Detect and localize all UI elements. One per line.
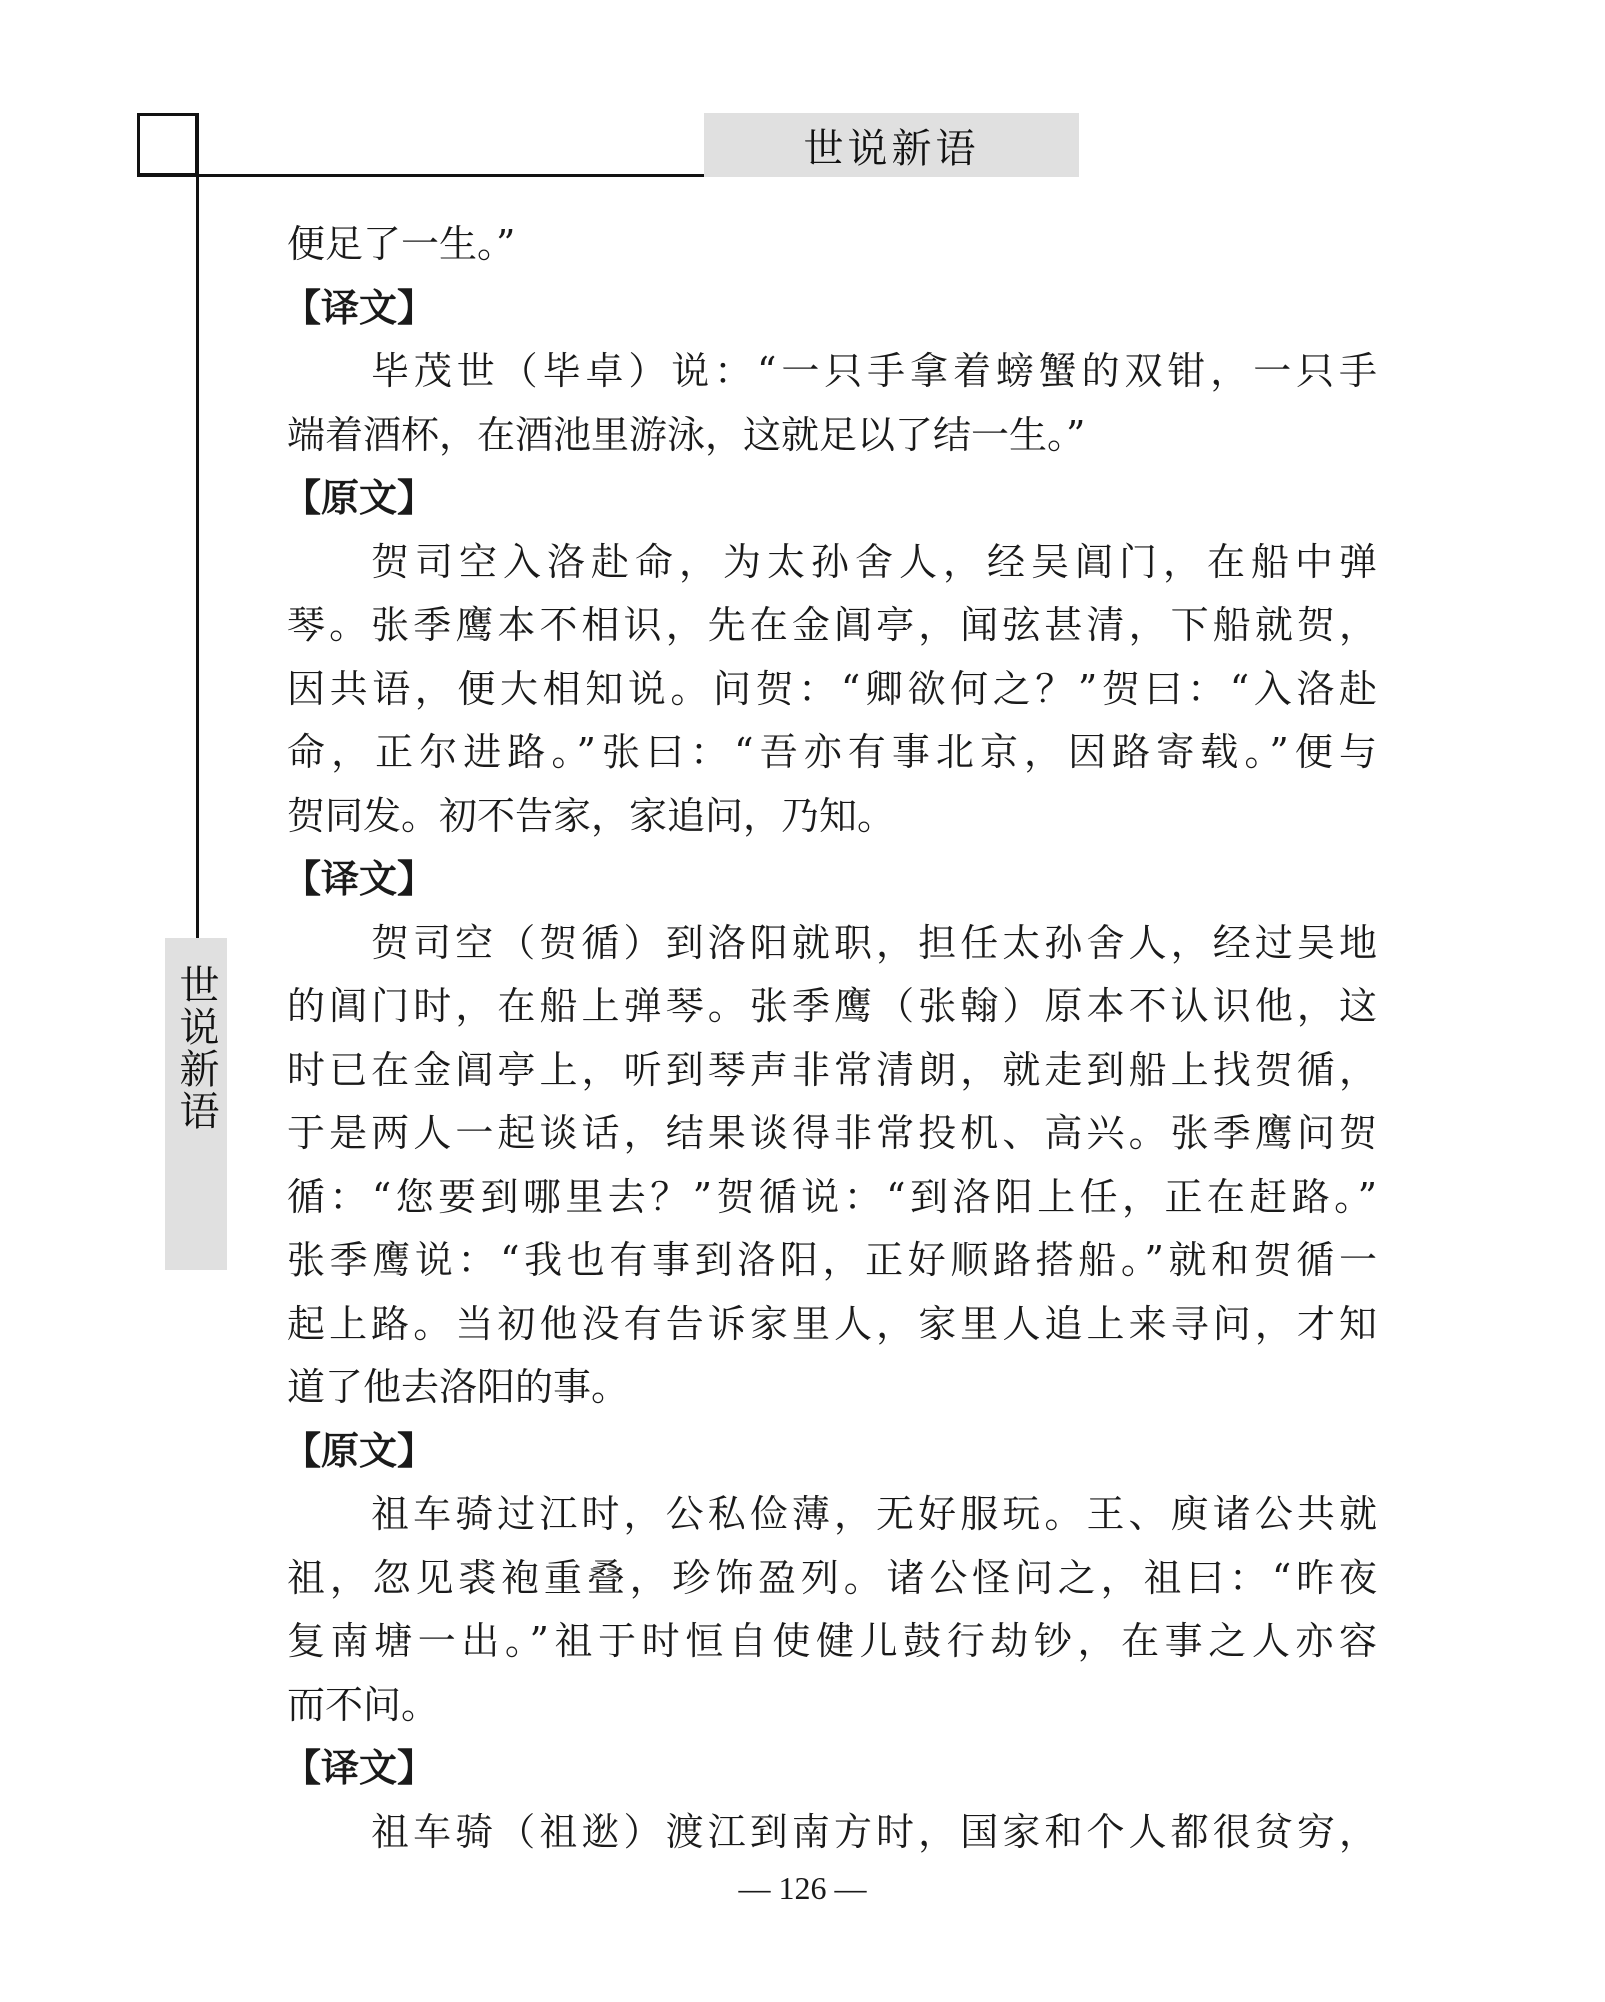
text-line: 琴。张季鹰本不相识，先在金阊亭，闻弦甚清，下船就贺， — [287, 603, 1377, 647]
text-line: 便足了一生。” — [287, 222, 516, 266]
text-line: 祖，忽见裘袍重叠，珍饰盈列。诸公怪问之，祖曰：“昨夜 — [287, 1555, 1377, 1600]
text-line: 毕茂世（毕卓）说：“一只手拿着螃蟹的双钳，一只手 — [371, 349, 1377, 393]
side-tab — [165, 938, 227, 1270]
running-header — [704, 113, 1079, 177]
text-line: 的阊门时，在船上弹琴。张季鹰（张翰）原本不认识他，这 — [287, 984, 1377, 1028]
page-number: — 126 — — [738, 1870, 867, 1906]
section-heading: 【译文】 — [283, 857, 436, 901]
text-line: 祖车骑（祖逖）渡江到南方时，国家和个人都很贫穷， — [371, 1809, 1377, 1854]
running-header-title: 世说新语 — [803, 125, 980, 172]
section-heading: 【原文】 — [283, 1428, 436, 1473]
text-line: 张季鹰说：“我也有事到洛阳，正好顺路搭船。”就和贺循一 — [287, 1238, 1377, 1282]
text-line: 贺司空（贺循）到洛阳就职，担任太孙舍人，经过吴地 — [371, 920, 1377, 965]
text-line: 端着酒杯，在酒池里游泳，这就足以了结一生。” — [287, 412, 1086, 457]
text-line: 起上路。当初他没有告诉家里人，家里人追上来寻问，才知 — [287, 1301, 1377, 1346]
section-heading: 【译文】 — [283, 1746, 436, 1790]
section-heading: 【译文】 — [283, 285, 436, 330]
text-line: 道了他去洛阳的事。 — [287, 1365, 630, 1409]
text-line: 时已在金阊亭上，听到琴声非常清朗，就走到船上找贺循， — [287, 1047, 1377, 1092]
text-line: 而不问。 — [287, 1682, 440, 1727]
text-line: 于是两人一起谈话，结果谈得非常投机、高兴。张季鹰问贺 — [287, 1111, 1377, 1155]
text-line: 命，正尔进路。”张曰：“吾亦有事北京，因路寄载。”便与 — [287, 730, 1377, 774]
spine-rule — [196, 113, 199, 941]
page-body — [283, 213, 1377, 1864]
text-line: 贺司空入洛赴命，为太孙舍人，经吴阊门，在船中弹 — [371, 539, 1377, 584]
text-line: 复南塘一出。”祖于时恒自使健儿鼓行劫钞，在事之人亦容 — [287, 1619, 1377, 1663]
header-corner-box — [137, 113, 198, 176]
text-line: 因共语，便大相知说。问贺：“卿欲何之？”贺曰：“入洛赴 — [287, 666, 1377, 711]
text-line: 贺同发。初不告家，家追问，乃知。 — [287, 793, 896, 838]
text-line: 循：“您要到哪里去？”贺循说：“到洛阳上任，正在赶路。” — [287, 1174, 1377, 1219]
text-line: 祖车骑过江时，公私俭薄，无好服玩。王、庾诸公共就 — [371, 1492, 1377, 1536]
section-heading: 【原文】 — [283, 476, 436, 520]
side-tab-label: 世说新语 — [173, 964, 219, 1132]
header-rule — [137, 174, 705, 177]
